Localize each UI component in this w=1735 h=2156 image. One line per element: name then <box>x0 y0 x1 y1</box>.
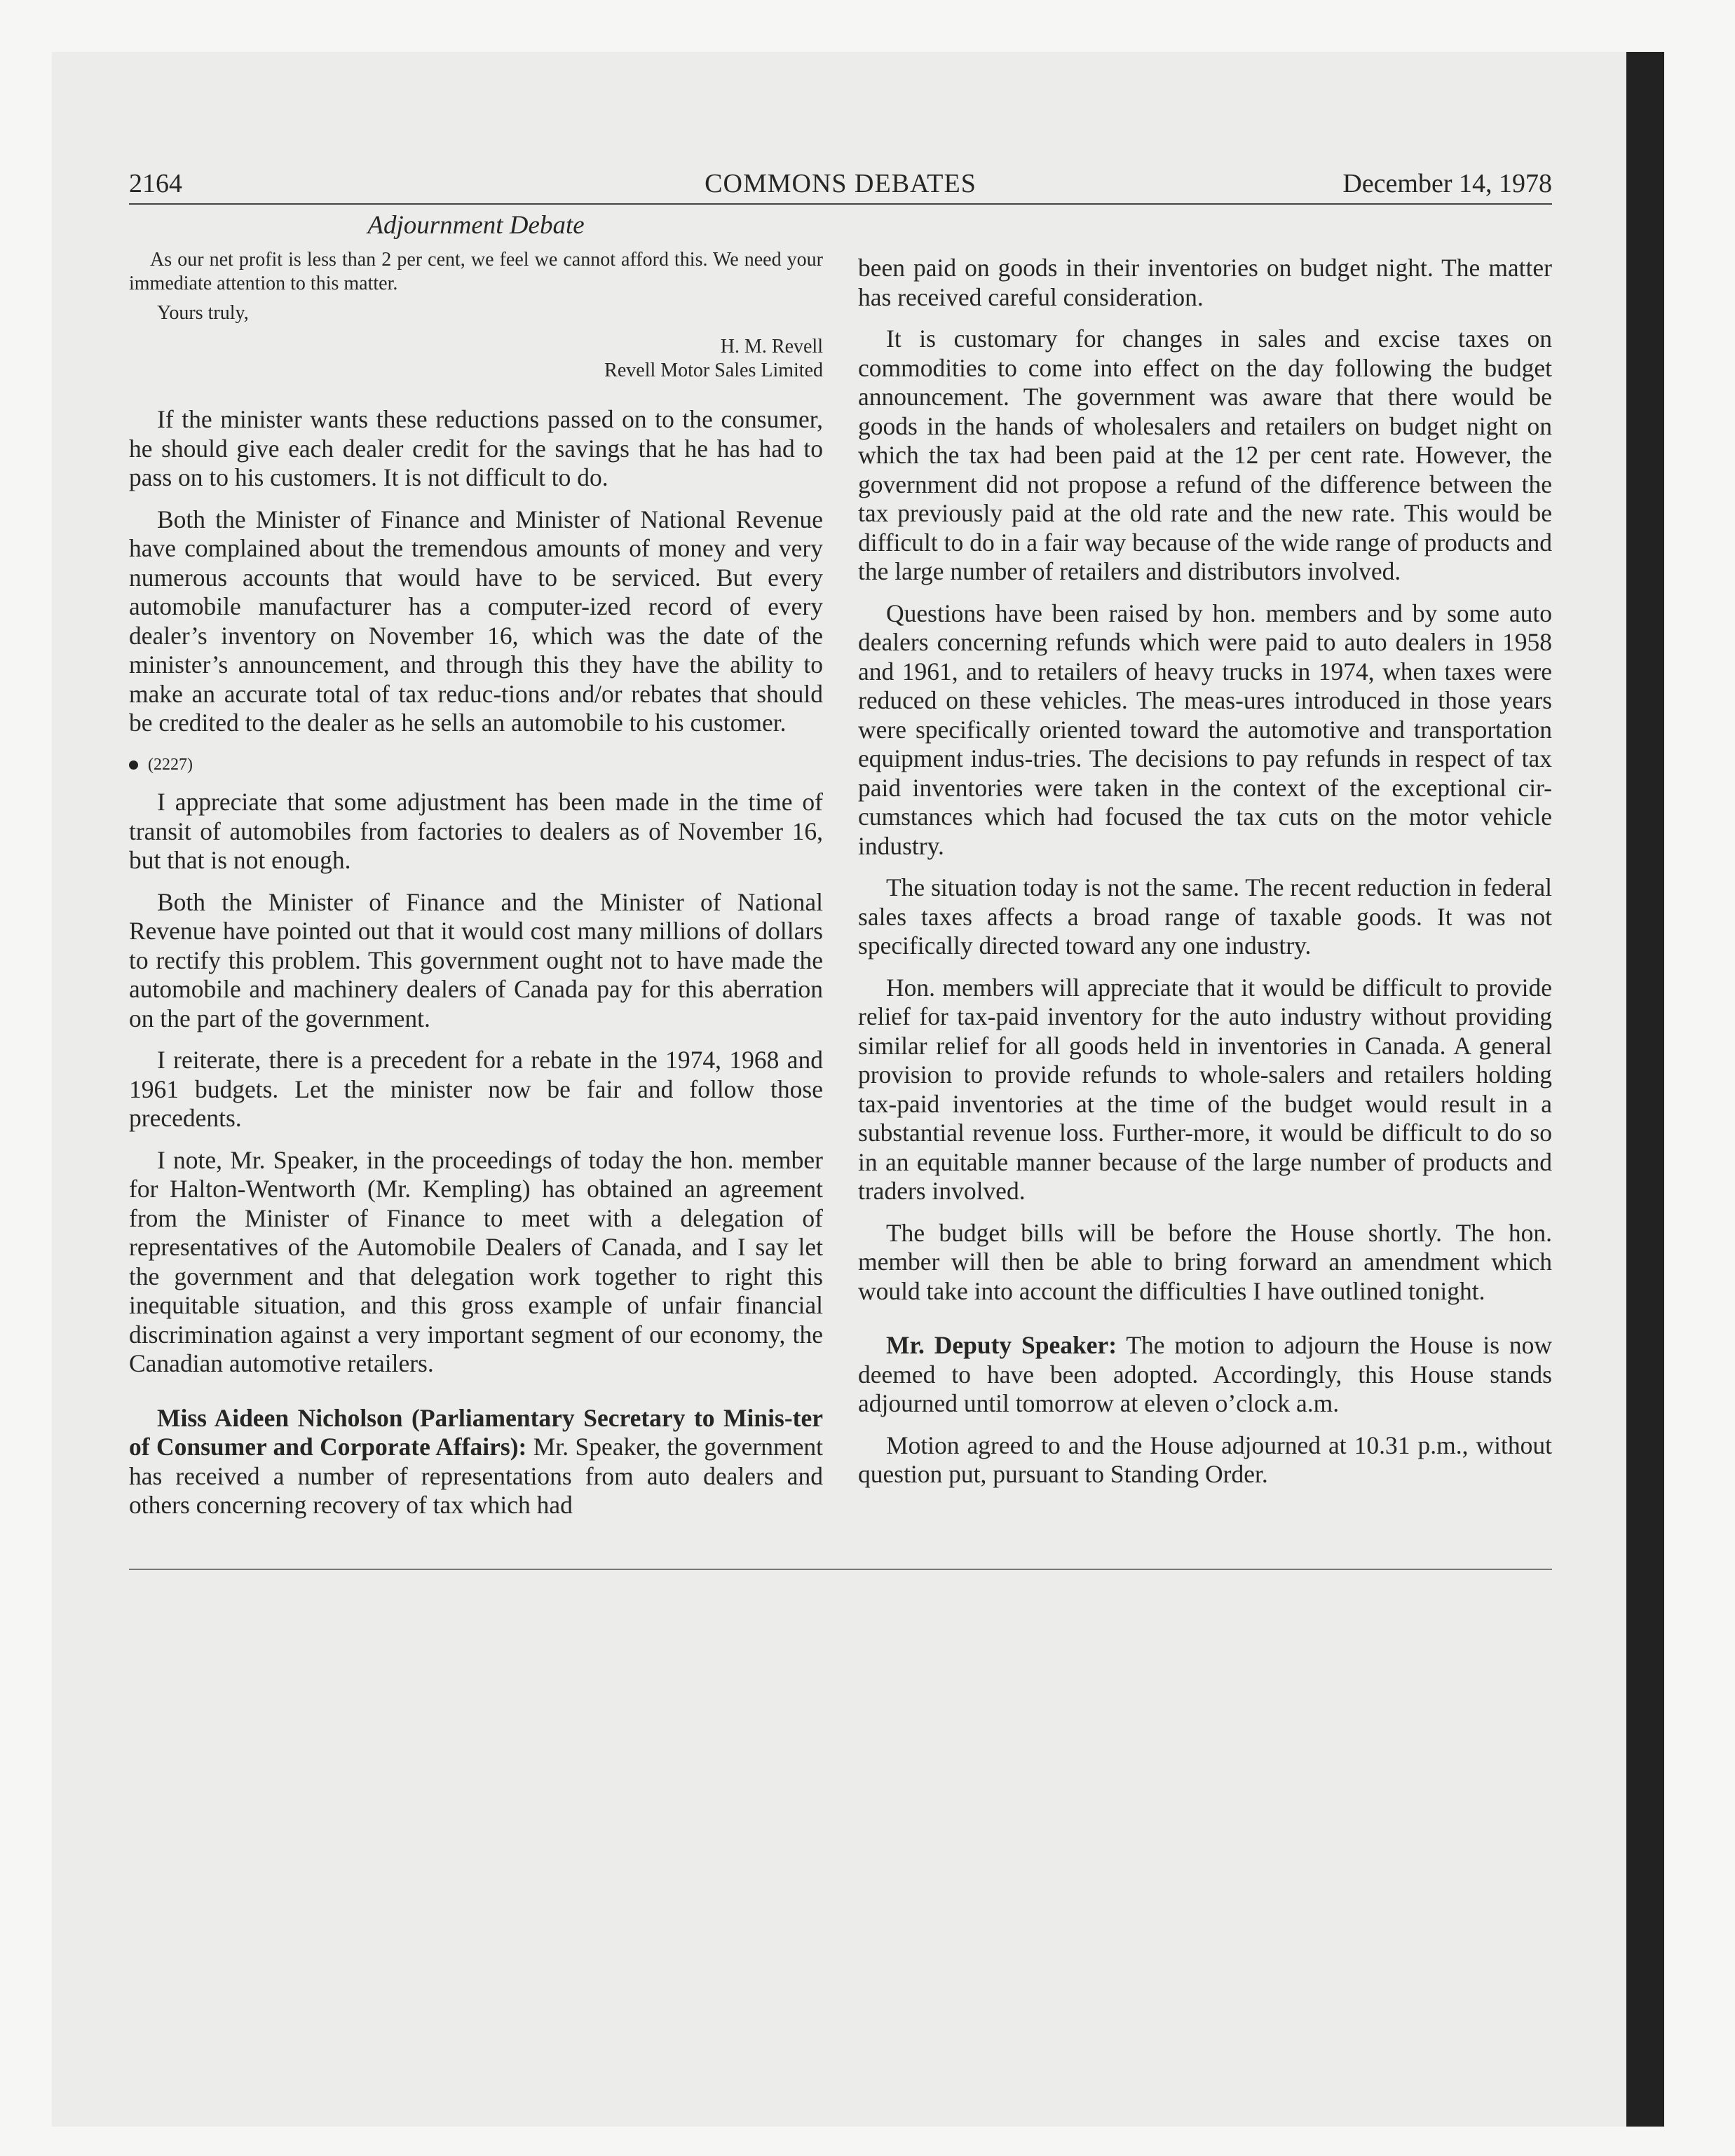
letter-company: Revell Motor Sales Limited <box>604 360 823 381</box>
letter-closing: Yours truly, <box>157 302 249 324</box>
paragraph: I reiterate, there is a precedent for a rebate in the 1974, 1968 and 1961 budgets. Let the minister now be fair and follow those precedents. <box>129 1046 823 1132</box>
paragraph: The budget bills will be before the House shortly. The hon. member will then be able to bring forward an amendment which would take into account the difficulties I have outlined tonight. <box>858 1218 1552 1305</box>
paragraph-continuation: been paid on goods in their inventories on budget night. The matter has received careful consideration. <box>858 254 1552 311</box>
section-title: Adjournment Debate <box>367 211 585 240</box>
paragraph: The situation today is not the same. The recent reduction in federal sales taxes affects a broad range of taxable goods. It was not specifically directed toward any one industry. <box>858 873 1552 960</box>
page-date: December 14, 1978 <box>1342 169 1552 198</box>
publication-title: COMMONS DEBATES <box>705 169 977 198</box>
time-marker <box>129 751 823 780</box>
speech-text: The motion to adjourn the House is now deemed to have been adopted. Accordingly, this House stands adjourned until tomorrow at eleven o’clock a.m. <box>858 1331 1553 1417</box>
paragraph: Both the Minister of Finance and the Minister of National Revenue have pointed out that it would cost many millions of dollars to rectify this problem. This government ought not to have made the automobile and machinery dealers of Canada pay for this aberration on the part of the government. <box>129 887 823 1032</box>
paragraph: If the minister wants these reductions passed on to the consumer, he should give each dealer credit for the savings that he has had to pass on to his customers. It is not difficult to do. <box>129 405 823 491</box>
paragraph: It is customary for changes in sales and excise taxes on commodities to come into effect on the day following the budget announcement. The government was aware that there would be goods in the hands of wholesalers and retailers on budget night on which the tax had been paid at the 12 per cent rate. However, the government did not propose a refund of the difference between the tax previously paid at the old rate and the new rate. This would be difficult to do in a fair way because of the wide range of products and the large number of retailers and distributors involved. <box>858 325 1552 585</box>
paragraph: I note, Mr. Speaker, in the proceedings of today the hon. member for Halton-Wentworth (Mr. Kempling) has obtained an agreement from the Minister of Finance to meet with a delegation of representatives of the Automobile Dealers of Canada, and I say let the government and that delegation work together to right this inequitable situation, and this gross example of unfair financial discrimination against a very important segment of our economy, the Canadian automotive retailers. <box>129 1145 823 1377</box>
letter-body: As our net profit is less than 2 per cent, we feel we cannot afford this. We need your immediate attention to this matter. <box>129 249 823 294</box>
speech-nicholson <box>129 1404 823 1520</box>
right-column <box>858 254 1552 1502</box>
left-column <box>129 210 823 1533</box>
time-marker-text: (2227) <box>148 755 193 774</box>
page-number: 2164 <box>129 169 182 198</box>
quoted-letter <box>129 248 823 383</box>
page-header <box>129 167 1552 205</box>
closing-note: Motion agreed to and the House adjourned at 10.31 p.m., without question put, pursuant to Standing Order. <box>858 1431 1552 1488</box>
speaker-name: Mr. Deputy Speaker: <box>886 1331 1117 1359</box>
speech-text: Mr. Speaker, the government has received a number of representations from auto dealers and others concerning recovery of tax which had <box>129 1433 823 1519</box>
bottom-rule <box>129 1569 1552 1570</box>
bullet-icon <box>129 760 138 770</box>
speech-deputy-speaker <box>858 1331 1552 1419</box>
paragraph: I appreciate that some adjustment has been made in the time of transit of automobiles from factories to dealers as of November 16, but that is not enough. <box>129 788 823 874</box>
scan-edge <box>1626 52 1664 2127</box>
letter-signatory: H. M. Revell <box>720 336 823 357</box>
speaker-name: Miss Aideen Nicholson (Parliamentary Secretary to Minis-ter of Consumer and Corporate Affairs): <box>129 1403 823 1461</box>
paragraph: Hon. members will appreciate that it would be difficult to provide relief for tax-paid inventory for the auto industry without providing similar relief for all goods held in inventories in Canada. A general provision to provide refunds to whole-salers and retailers holding tax-paid inventories at the time of the budget would result in a substantial revenue loss. Further-more, it would be difficult to do so in an equitable manner because of the large number of products and traders involved. <box>858 973 1552 1205</box>
paragraph: Both the Minister of Finance and Minister of National Revenue have complained about the tremendous amounts of money and very numerous accounts that would have to be serviced. But every automobile manufacturer has a computer-ized record of every dealer’s inventory on November 16, which was the date of the minister’s announcement, and through this they have the ability to make an accurate total of tax reduc-tions and/or rebates that should be credited to the dealer as he sells an automobile to his customer. <box>129 505 823 737</box>
paragraph: Questions have been raised by hon. members and by some auto dealers concerning refunds which were paid to auto dealers in 1958 and 1961, and to retailers of heavy trucks in 1974, when taxes were reduced on these vehicles. The meas-ures introduced in those years were specifically oriented toward the automotive and transportation equipment indus-tries. The decisions to pay refunds in respect of tax paid inventories were taken in the context of the exceptional cir-cumstances which had focused the tax cuts on the motor vehicle industry. <box>858 599 1552 860</box>
